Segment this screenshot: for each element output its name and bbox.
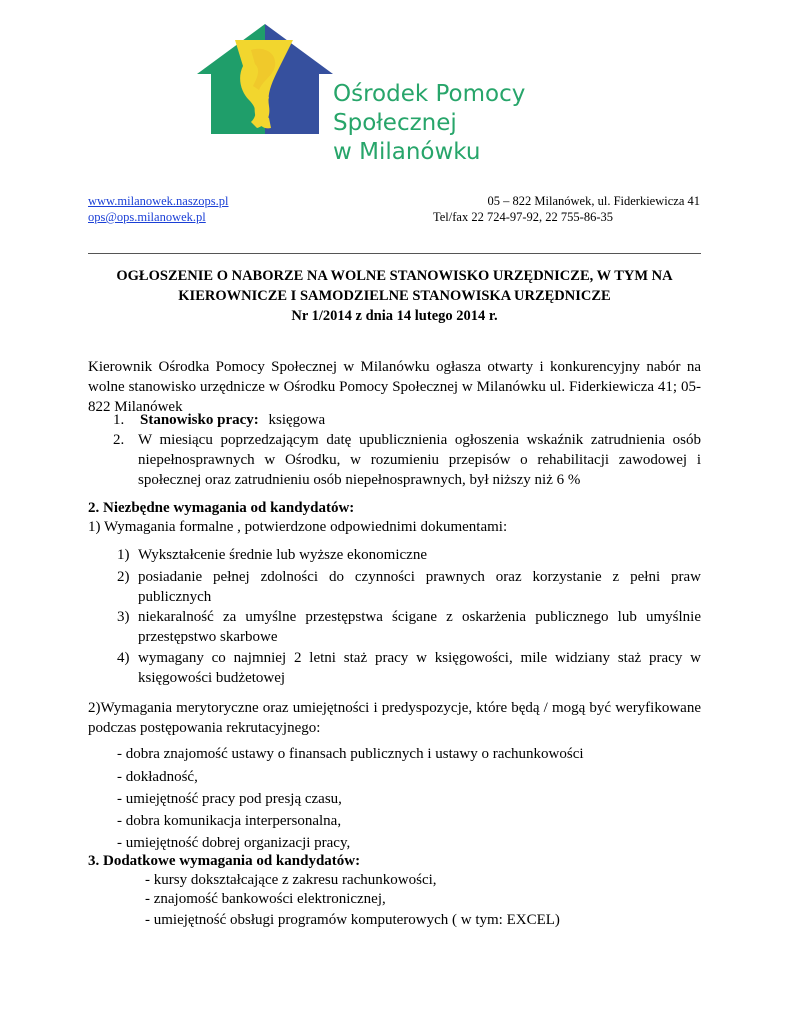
list-number: 1) [117, 547, 130, 563]
list-item [113, 410, 325, 430]
list-text: niekaralność za umyślne przestępstwa ścigane z oskarżenia publicznego lub umyślnie przestępstwo skarbowe [138, 609, 701, 645]
list-item: - umiejętność pracy pod presją czasu, [117, 791, 342, 807]
list-item [117, 607, 701, 647]
website-link[interactable]: www.milanowek.naszops.pl [88, 194, 229, 208]
list-text: W miesiącu poprzedzającym datę upublicznienia ogłoszenia wskaźnik zatrudnienia osób niepełnosprawnych w Ośrodku, w rozumieniu przepisów o rehabilitacji zawodowej i społecznej oraz zatrudnieniu osób niepełnosprawnych, był niższy niż 6 % [138, 432, 701, 488]
list-item: - umiejętność dobrej organizacji pracy, [117, 835, 351, 851]
title-line3: Nr 1/2014 z dnia 14 lutego 2014 r. [291, 308, 498, 324]
list-number: 2) [117, 569, 130, 585]
list-text: wymagany co najmniej 2 letni staż pracy w księgowości, mile widziany staż pracy w księgowości budżetowej [138, 650, 701, 686]
list-text: posiadanie pełnej zdolności do czynności prawnych oraz korzystanie z pełni praw publicznych [138, 569, 701, 605]
merit-requirements-intro: 2)Wymagania merytoryczne oraz umiejętności i predyspozycje, które będą / mogą być weryfikowane podczas postępowania rekrutacyjnego: [88, 700, 701, 736]
list-item: - znajomość bankowości elektronicznej, [145, 891, 386, 907]
divider [88, 253, 701, 254]
intro-paragraph: Kierownik Ośrodka Pomocy Społecznej w Milanówku ogłasza otwarty i konkurencyjny nabór na wolne stanowisko urzędnicze w Ośrodku Pomocy Społecznej w Milanówku ul. Fiderkiewicza 41; 05-822 Milanówek [88, 359, 701, 415]
list-item: - umiejętność obsługi programów komputerowych ( w tym: EXCEL) [145, 912, 560, 928]
address: 05 – 822 Milanówek, ul. Fiderkiewicza 41 [487, 194, 700, 208]
phone: Tel/fax 22 724-97-92, 22 755-86-35 [433, 210, 613, 224]
list-item [113, 430, 701, 490]
position-label: Stanowisko pracy: [140, 412, 259, 428]
list-item [117, 648, 701, 688]
list-number: 2. [113, 432, 125, 448]
formal-requirements-intro: 1) Wymagania formalne , potwierdzone odpowiednimi dokumentami: [88, 519, 508, 535]
email-link[interactable]: ops@ops.milanowek.pl [88, 210, 206, 224]
list-number: 3) [117, 609, 130, 625]
section-3-title: 3. Dodatkowe wymagania od kandydatów: [88, 853, 361, 869]
title-line1: OGŁOSZENIE O NABORZE NA WOLNE STANOWISKO URZĘDNICZE, W TYM NA [116, 268, 673, 284]
logo-title-line2: w Milanówku [333, 139, 481, 165]
section-2-title: 2. Niezbędne wymagania od kandydatów: [88, 500, 355, 516]
list-number: 1. [113, 412, 125, 428]
list-item: - dobra znajomość ustawy o finansach publicznych i ustawy o rachunkowości [117, 746, 584, 762]
list-item [117, 545, 701, 565]
list-item: - dokładność, [117, 769, 198, 785]
logo [193, 22, 613, 165]
list-number: 4) [117, 650, 130, 666]
list-text: Wykształcenie średnie lub wyższe ekonomiczne [138, 547, 427, 563]
page-title [88, 266, 701, 326]
position-value: księgowa [268, 412, 326, 428]
list-item: - kursy dokształcające z zakresu rachunkowości, [145, 872, 437, 888]
list-item [117, 567, 701, 607]
title-line2: KIEROWNICZE I SAMODZIELNE STANOWISKA URZĘDNICZE [178, 288, 611, 304]
list-item: - dobra komunikacja interpersonalna, [117, 813, 342, 829]
house-hands-logo-icon [193, 22, 333, 137]
logo-title-line1: Ośrodek Pomocy Społecznej [333, 81, 526, 136]
